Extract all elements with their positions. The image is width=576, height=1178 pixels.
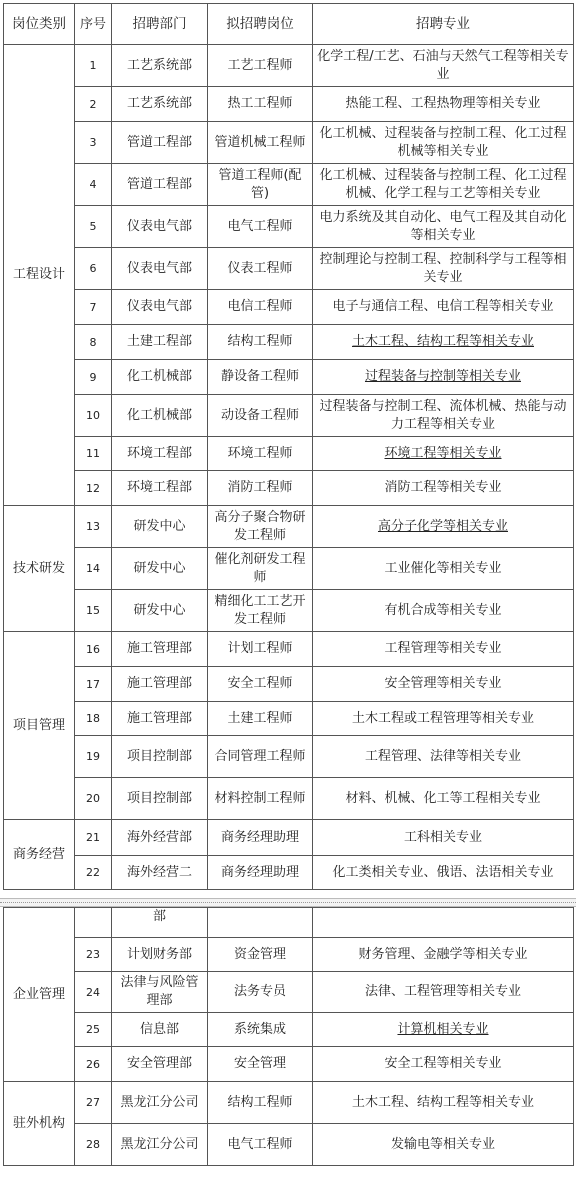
table-row <box>4 590 574 632</box>
major-cell: 热能工程、工程热物理等相关专业 <box>313 87 574 122</box>
position-cell: 结构工程师 <box>208 325 313 360</box>
table-row <box>4 45 574 87</box>
major-cell: 过程装备与控制等相关专业 <box>313 360 574 395</box>
dept-cell: 环境工程部 <box>112 437 208 471</box>
dept-cell: 仪表电气部 <box>112 290 208 325</box>
table-row <box>4 667 574 702</box>
table-row <box>4 248 574 290</box>
dept-cell: 项目控制部 <box>112 736 208 778</box>
major-cell: 化工机械、过程装备与控制工程、化工过程机械等相关专业 <box>313 122 574 164</box>
major-cell: 控制理论与控制工程、控制科学与工程等相关专业 <box>313 248 574 290</box>
seq-cell: 21 <box>75 820 112 856</box>
major-cell: 安全工程等相关专业 <box>313 1047 574 1082</box>
seq-cell: 11 <box>75 437 112 471</box>
seq-cell: 19 <box>75 736 112 778</box>
seq-cell: 23 <box>75 938 112 972</box>
seq-cell: 15 <box>75 590 112 632</box>
table-row <box>4 506 574 548</box>
table-row-continuation <box>4 908 574 938</box>
dept-cell: 仪表电气部 <box>112 248 208 290</box>
major-cell: 法律、工程管理等相关专业 <box>313 972 574 1013</box>
category-cell: 企业管理 <box>4 908 75 1082</box>
major-cell: 土木工程、结构工程等相关专业 <box>313 325 574 360</box>
position-cell: 管道工程师(配管) <box>208 164 313 206</box>
seq-cell: 10 <box>75 395 112 437</box>
dept-cell: 研发中心 <box>112 548 208 590</box>
major-cell: 化工机械、过程装备与控制工程、化工过程机械、化学工程与工艺等相关专业 <box>313 164 574 206</box>
seq-cell: 27 <box>75 1082 112 1124</box>
position-cell: 环境工程师 <box>208 437 313 471</box>
seq-cell <box>75 908 112 938</box>
dept-cell: 黑龙江分公司 <box>112 1082 208 1124</box>
seq-cell: 16 <box>75 632 112 667</box>
header-category: 岗位类别 <box>4 4 75 45</box>
table-row <box>4 290 574 325</box>
dept-cell: 施工管理部 <box>112 632 208 667</box>
position-cell: 商务经理助理 <box>208 820 313 856</box>
major-cell: 计算机相关专业 <box>313 1013 574 1047</box>
position-cell: 安全管理 <box>208 1047 313 1082</box>
dept-cell: 研发中心 <box>112 506 208 548</box>
page-break <box>0 898 576 907</box>
major-cell: 化工类相关专业、俄语、法语相关专业 <box>313 856 574 890</box>
major-cell: 化学工程/工艺、石油与天然气工程等相关专业 <box>313 45 574 87</box>
dept-cell: 计划财务部 <box>112 938 208 972</box>
seq-cell: 6 <box>75 248 112 290</box>
table-row <box>4 702 574 736</box>
major-cell: 过程装备与控制工程、流体机械、热能与动力工程等相关专业 <box>313 395 574 437</box>
position-cell: 商务经理助理 <box>208 856 313 890</box>
seq-cell: 13 <box>75 506 112 548</box>
position-cell: 消防工程师 <box>208 471 313 506</box>
position-cell: 合同管理工程师 <box>208 736 313 778</box>
dept-cell: 仪表电气部 <box>112 206 208 248</box>
table-row <box>4 395 574 437</box>
dept-cell: 信息部 <box>112 1013 208 1047</box>
dept-cell: 管道工程部 <box>112 122 208 164</box>
header-position: 拟招聘岗位 <box>208 4 313 45</box>
seq-cell: 2 <box>75 87 112 122</box>
seq-cell: 1 <box>75 45 112 87</box>
dept-cell: 工艺系统部 <box>112 87 208 122</box>
dept-cell: 项目控制部 <box>112 778 208 820</box>
table-row <box>4 1047 574 1082</box>
position-cell: 催化剂研发工程师 <box>208 548 313 590</box>
seq-cell: 28 <box>75 1124 112 1166</box>
position-cell: 动设备工程师 <box>208 395 313 437</box>
table-row <box>4 122 574 164</box>
seq-cell: 12 <box>75 471 112 506</box>
seq-cell: 5 <box>75 206 112 248</box>
dept-cell: 研发中心 <box>112 590 208 632</box>
table-row <box>4 360 574 395</box>
header-dept: 招聘部门 <box>112 4 208 45</box>
table-row <box>4 87 574 122</box>
major-cell: 工科相关专业 <box>313 820 574 856</box>
dept-cell: 海外经营二 <box>112 856 208 890</box>
seq-cell: 4 <box>75 164 112 206</box>
major-cell: 土木工程或工程管理等相关专业 <box>313 702 574 736</box>
table-row <box>4 1013 574 1047</box>
seq-cell: 26 <box>75 1047 112 1082</box>
dept-cell: 部 <box>112 908 208 938</box>
position-cell: 安全工程师 <box>208 667 313 702</box>
position-cell: 管道机械工程师 <box>208 122 313 164</box>
position-cell: 土建工程师 <box>208 702 313 736</box>
dept-cell: 化工机械部 <box>112 360 208 395</box>
position-cell: 材料控制工程师 <box>208 778 313 820</box>
major-cell: 安全管理等相关专业 <box>313 667 574 702</box>
position-cell: 系统集成 <box>208 1013 313 1047</box>
position-cell: 高分子聚合物研发工程师 <box>208 506 313 548</box>
position-cell: 法务专员 <box>208 972 313 1013</box>
table-row <box>4 164 574 206</box>
position-cell: 计划工程师 <box>208 632 313 667</box>
position-cell: 结构工程师 <box>208 1082 313 1124</box>
dept-cell: 施工管理部 <box>112 702 208 736</box>
category-cell: 商务经营 <box>4 820 75 890</box>
major-cell: 电子与通信工程、电信工程等相关专业 <box>313 290 574 325</box>
position-cell <box>208 908 313 938</box>
seq-cell: 18 <box>75 702 112 736</box>
major-cell: 有机合成等相关专业 <box>313 590 574 632</box>
seq-cell: 25 <box>75 1013 112 1047</box>
dept-cell: 工艺系统部 <box>112 45 208 87</box>
header-seq: 序号 <box>75 4 112 45</box>
position-cell: 精细化工工艺开发工程师 <box>208 590 313 632</box>
category-cell: 工程设计 <box>4 45 75 506</box>
table-row <box>4 1124 574 1166</box>
seq-cell: 14 <box>75 548 112 590</box>
major-cell: 财务管理、金融学等相关专业 <box>313 938 574 972</box>
table-row <box>4 856 574 890</box>
recruitment-table-page1 <box>3 3 574 890</box>
table-row <box>4 437 574 471</box>
position-cell: 电气工程师 <box>208 206 313 248</box>
position-cell: 电信工程师 <box>208 290 313 325</box>
dept-cell: 化工机械部 <box>112 395 208 437</box>
position-cell: 资金管理 <box>208 938 313 972</box>
position-cell: 电气工程师 <box>208 1124 313 1166</box>
seq-cell: 8 <box>75 325 112 360</box>
seq-cell: 3 <box>75 122 112 164</box>
seq-cell: 22 <box>75 856 112 890</box>
major-cell: 电力系统及其自动化、电气工程及其自动化等相关专业 <box>313 206 574 248</box>
table-row <box>4 548 574 590</box>
major-cell: 高分子化学等相关专业 <box>313 506 574 548</box>
table-row <box>4 778 574 820</box>
table-row <box>4 1082 574 1124</box>
dept-cell: 安全管理部 <box>112 1047 208 1082</box>
header-row <box>4 4 574 45</box>
seq-cell: 7 <box>75 290 112 325</box>
major-cell <box>313 908 574 938</box>
table-row <box>4 938 574 972</box>
major-cell: 工业催化等相关专业 <box>313 548 574 590</box>
recruitment-table-page2 <box>3 907 574 1166</box>
seq-cell: 24 <box>75 972 112 1013</box>
major-cell: 发输电等相关专业 <box>313 1124 574 1166</box>
page-break-line <box>0 902 576 903</box>
dept-cell: 环境工程部 <box>112 471 208 506</box>
position-cell: 工艺工程师 <box>208 45 313 87</box>
position-cell: 静设备工程师 <box>208 360 313 395</box>
dept-cell: 土建工程部 <box>112 325 208 360</box>
dept-cell: 海外经营部 <box>112 820 208 856</box>
major-cell: 材料、机械、化工等工程相关专业 <box>313 778 574 820</box>
dept-cell: 黑龙江分公司 <box>112 1124 208 1166</box>
category-cell: 驻外机构 <box>4 1082 75 1166</box>
position-cell: 热工工程师 <box>208 87 313 122</box>
table-row <box>4 736 574 778</box>
major-cell: 环境工程等相关专业 <box>313 437 574 471</box>
position-cell: 仪表工程师 <box>208 248 313 290</box>
table-row <box>4 206 574 248</box>
major-cell: 消防工程等相关专业 <box>313 471 574 506</box>
seq-cell: 9 <box>75 360 112 395</box>
table-row <box>4 325 574 360</box>
dept-cell: 施工管理部 <box>112 667 208 702</box>
category-cell: 技术研发 <box>4 506 75 632</box>
table-row <box>4 632 574 667</box>
seq-cell: 17 <box>75 667 112 702</box>
table-row <box>4 972 574 1013</box>
major-cell: 土木工程、结构工程等相关专业 <box>313 1082 574 1124</box>
major-cell: 工程管理、法律等相关专业 <box>313 736 574 778</box>
header-major: 招聘专业 <box>313 4 574 45</box>
category-cell: 项目管理 <box>4 632 75 820</box>
major-cell: 工程管理等相关专业 <box>313 632 574 667</box>
dept-cell: 法律与风险管理部 <box>112 972 208 1013</box>
table-row <box>4 820 574 856</box>
table-row <box>4 471 574 506</box>
dept-cell: 管道工程部 <box>112 164 208 206</box>
seq-cell: 20 <box>75 778 112 820</box>
